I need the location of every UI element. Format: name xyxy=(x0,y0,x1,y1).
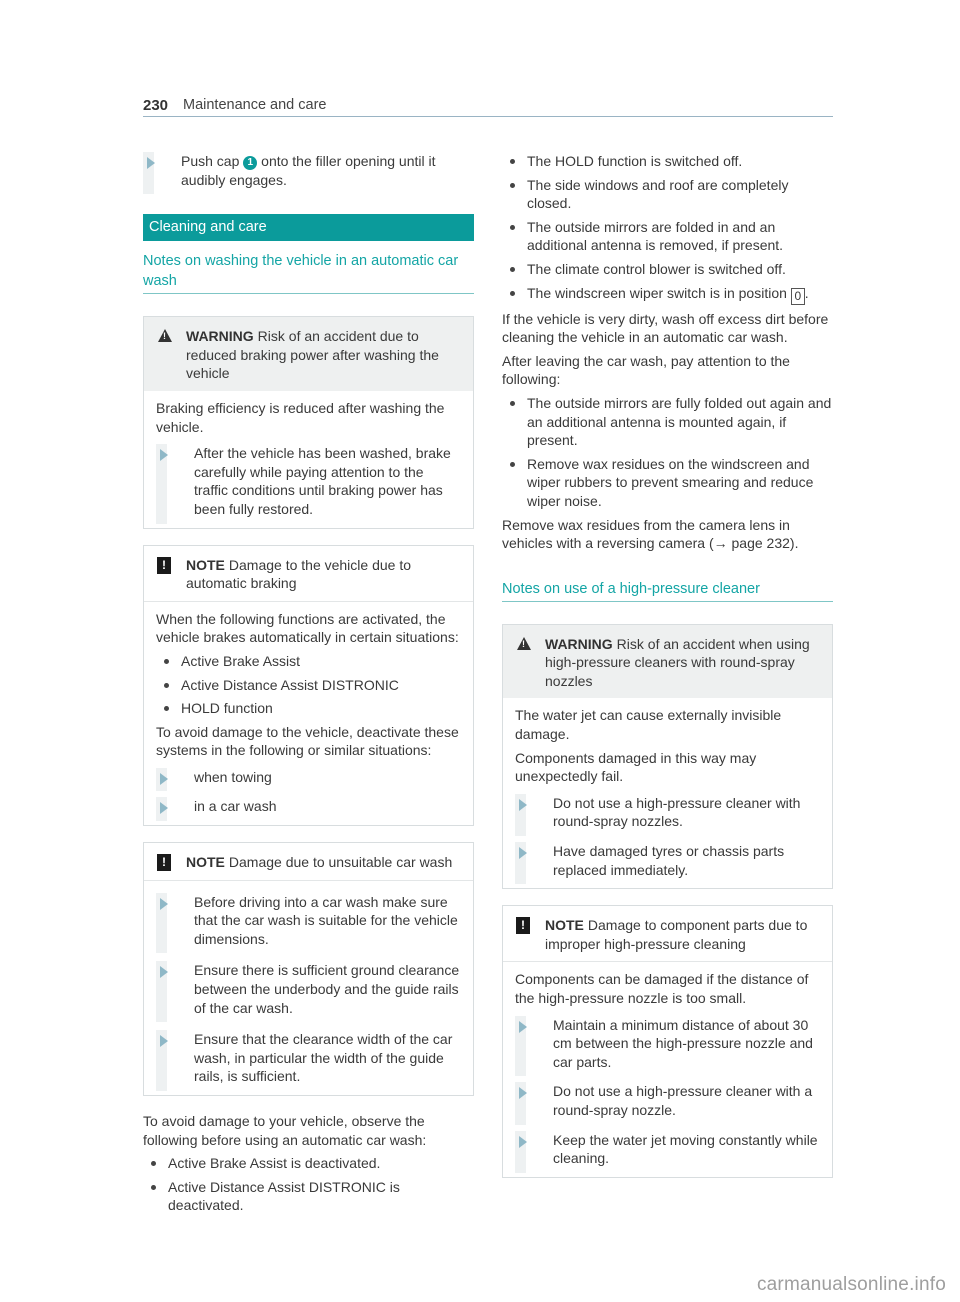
note-step: Ensure there is sufficient ground clearance between the underbody and the guide rails of the car wash. xyxy=(156,961,461,1022)
outro-paragraph: To avoid damage to your vehicle, observe the following before using an automatic car wash: xyxy=(143,1113,427,1148)
list-item: Active Brake Assist is deactivated. xyxy=(143,1154,474,1173)
note-exclamation-icon: ! xyxy=(157,557,171,574)
note-step: in a car wash xyxy=(156,797,461,821)
step-text: Push cap xyxy=(181,153,244,169)
warning-body: The water jet can cause externally invisible damage. xyxy=(515,707,782,743)
page-header xyxy=(143,94,833,117)
right-column xyxy=(502,152,833,1194)
bullet-icon xyxy=(510,462,515,467)
bullet-icon xyxy=(151,1161,156,1166)
bullet-icon xyxy=(510,159,515,164)
step-arrow-icon xyxy=(519,799,527,811)
note-keyword: NOTE xyxy=(186,556,225,573)
list-item: The side windows and roof are completely closed. xyxy=(502,176,833,213)
warning-title: Risk of an accident due to reduced braking power after washing the vehicle xyxy=(186,328,439,382)
note-step: Ensure that the clearance width of the car wash, in particular the width of the guide rails, is sufficient. xyxy=(156,1030,461,1091)
bullet-icon xyxy=(510,291,515,296)
note-step: when towing xyxy=(156,768,461,792)
note-step: Do not use a high-pressure cleaner with a round-spray nozzle. xyxy=(515,1082,820,1124)
bullet-icon xyxy=(151,1185,156,1190)
after-leaving-paragraph: After leaving the car wash, pay attention to the following: xyxy=(502,352,790,388)
note-step: Maintain a minimum distance of about 30 cm between the high-pressure nozzle and car parts. xyxy=(515,1016,820,1077)
note-header xyxy=(503,906,832,962)
warning-triangle-icon xyxy=(517,637,531,650)
left-column xyxy=(143,152,474,1220)
bullet-icon xyxy=(164,706,169,711)
step-arrow-icon xyxy=(519,1021,527,1033)
list-item: The outside mirrors are fully folded out again and an additional antenna is mounted again, if present. xyxy=(502,394,833,450)
note-step: Before driving into a car wash make sure that the car wash is suitable for the vehicle dimensions. xyxy=(156,893,461,954)
warning-body: Braking efficiency is reduced after washing the vehicle. xyxy=(156,399,445,435)
step-text: onto the filler opening until it audibly engages. xyxy=(181,153,436,188)
step-arrow-icon xyxy=(160,966,168,978)
list-item: HOLD function xyxy=(156,699,461,718)
step-arrow-icon xyxy=(160,449,168,461)
warning-box xyxy=(143,316,474,528)
note-exclamation-icon: ! xyxy=(157,854,171,871)
step-arrow-icon xyxy=(160,802,168,814)
bullet-icon xyxy=(510,401,515,406)
list-item: The climate control blower is switched off. xyxy=(502,260,833,279)
dirty-paragraph: If the vehicle is very dirty, wash off excess dirt before cleaning the vehicle in an automatic car wash. xyxy=(502,310,829,346)
step-arrow-icon xyxy=(160,898,168,910)
note-box xyxy=(502,905,833,1178)
sub-heading: Notes on use of a high-pressure cleaner xyxy=(502,579,833,602)
list-item: Remove wax residues on the windscreen and wiper rubbers to prevent smearing and reduce wiper noise. xyxy=(502,455,833,511)
warning-keyword: WARNING xyxy=(186,328,254,345)
warning-triangle-icon xyxy=(158,329,172,342)
warning-step: Do not use a high-pressure cleaner with round-spray nozzles. xyxy=(515,794,820,836)
note-keyword: NOTE xyxy=(186,854,225,871)
page-title: Maintenance and care xyxy=(183,97,327,113)
warning-step: Have damaged tyres or chassis parts replaced immediately. xyxy=(515,842,820,884)
note-header xyxy=(144,546,473,602)
note-title: Damage to the vehicle due to automatic braking xyxy=(186,556,412,592)
camera-paragraph: Remove wax residues from the camera lens in vehicles with a reversing camera (→ page 232). xyxy=(502,516,799,552)
sub-heading: Notes on washing the vehicle in an automatic car wash xyxy=(143,251,474,294)
list-item: Active Distance Assist DISTRONIC xyxy=(156,676,461,695)
warning-keyword: WARNING xyxy=(545,635,613,652)
push-cap-step xyxy=(143,152,474,194)
warning-body: Components damaged in this way may unexpectedly fail. xyxy=(515,749,757,785)
bullet-icon xyxy=(164,659,169,664)
bullet-icon xyxy=(164,683,169,688)
step-arrow-icon xyxy=(147,157,155,169)
note-header xyxy=(144,843,473,881)
bullet-icon xyxy=(510,183,515,188)
note-intro: When the following functions are activated, the vehicle brakes automatically in certain situations: xyxy=(156,610,459,646)
note-avoid: To avoid damage to the vehicle, deactivate these systems in the following or similar situations: xyxy=(156,723,459,759)
bullet-icon xyxy=(510,225,515,230)
step-arrow-icon xyxy=(519,1087,527,1099)
note-box xyxy=(143,842,474,1096)
note-body: Components can be damaged if the distance of the high-pressure nozzle is too small. xyxy=(515,971,809,1006)
note-box xyxy=(143,545,474,827)
list-item: Active Distance Assist DISTRONIC is deactivated. xyxy=(143,1178,474,1215)
step-arrow-icon xyxy=(160,773,168,785)
step-arrow-icon xyxy=(519,1136,527,1148)
list-item: The outside mirrors are folded in and an additional antenna is removed, if present. xyxy=(502,218,833,255)
note-title: Damage due to unsuitable car wash xyxy=(228,854,453,871)
list-item: Active Brake Assist xyxy=(156,652,461,671)
step-arrow-icon xyxy=(519,847,527,859)
warning-title: Risk of an accident when using high-pressure cleaners with round-spray nozzles xyxy=(545,635,810,689)
warning-step: After the vehicle has been washed, brake carefully while paying attention to the traffic conditions until braking power has been fully restored. xyxy=(156,444,461,523)
watermark-text: carmanualsonline.info xyxy=(756,1274,946,1295)
note-step: Keep the water jet moving constantly while cleaning. xyxy=(515,1131,820,1173)
page-number: 230 xyxy=(143,97,169,114)
callout-badge: 1 xyxy=(243,156,257,170)
note-exclamation-icon: ! xyxy=(516,917,530,934)
list-item: The windscreen wiper switch is in position 0 . xyxy=(502,284,833,305)
bullet-icon xyxy=(510,267,515,272)
wiper-position-key: 0 xyxy=(791,288,805,305)
warning-box xyxy=(502,624,833,890)
warning-header xyxy=(503,625,832,699)
step-arrow-icon xyxy=(160,1035,168,1047)
warning-header xyxy=(144,317,473,391)
section-title: Cleaning and care xyxy=(143,214,474,241)
note-keyword: NOTE xyxy=(545,917,584,934)
note-title: Damage to component parts due to improper high-pressure cleaning xyxy=(545,917,808,952)
list-item: The HOLD function is switched off. xyxy=(502,152,833,171)
